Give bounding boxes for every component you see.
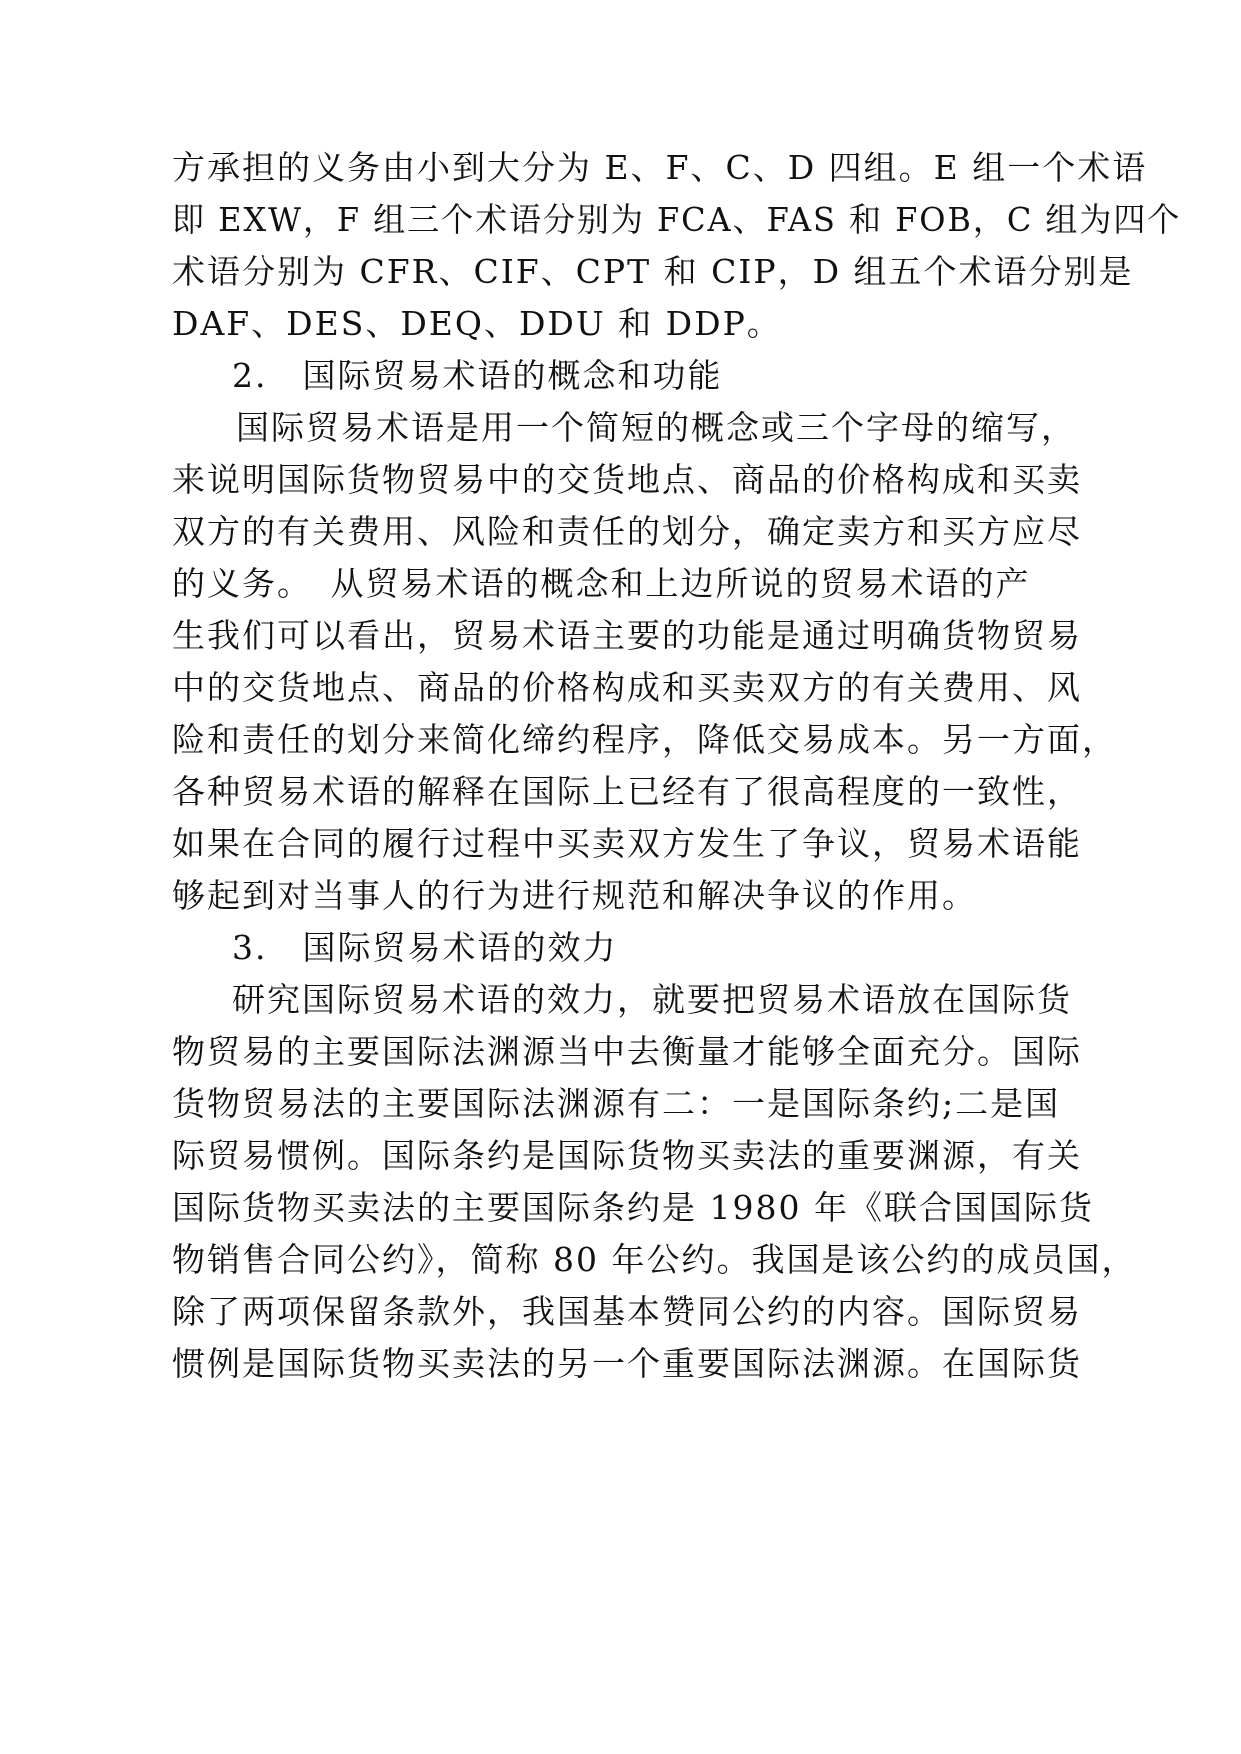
section-heading: 3. 国际贸易术语的效力 bbox=[232, 928, 618, 967]
text-line: DAF、DES、DEQ、DDU 和 DDP。 bbox=[172, 304, 782, 343]
text-line: 中的交货地点、商品的价格构成和买卖双方的有关费用、风 bbox=[172, 668, 1082, 707]
text-line: 如果在合同的履行过程中买卖双方发生了争议，贸易术语能 bbox=[172, 824, 1082, 863]
text-line: 方承担的义务由小到大分为 E、F、C、D 四组。E 组一个术语 bbox=[172, 148, 1148, 187]
text-line: 险和责任的划分来简化缔约程序，降低交易成本。另一方面， bbox=[172, 720, 1117, 759]
text-line: 够起到对当事人的行为进行规范和解决争议的作用。 bbox=[172, 876, 977, 915]
text-line: 双方的有关费用、风险和责任的划分，确定卖方和买方应尽 bbox=[172, 512, 1082, 551]
text-line: 国际贸易术语是用一个简短的概念或三个字母的缩写， bbox=[236, 408, 1076, 447]
text-line: 生我们可以看出，贸易术语主要的功能是通过明确货物贸易 bbox=[172, 616, 1082, 655]
text-line: 除了两项保留条款外，我国基本赞同公约的内容。国际贸易 bbox=[172, 1292, 1082, 1331]
text-line: 即 EXW，F 组三个术语分别为 FCA、FAS 和 FOB，C 组为四个 bbox=[172, 200, 1182, 239]
text-line: 际贸易惯例。国际条约是国际货物买卖法的重要渊源，有关 bbox=[172, 1136, 1082, 1175]
text-line: 物销售合同公约》，简称 80 年公约。我国是该公约的成员国， bbox=[172, 1240, 1137, 1279]
text-line: 货物贸易法的主要国际法渊源有二：一是国际条约;二是国 bbox=[172, 1084, 1061, 1123]
text-line: 国际货物买卖法的主要国际条约是 1980 年《联合国国际货 bbox=[172, 1188, 1094, 1227]
text-line: 各种贸易术语的解释在国际上已经有了很高程度的一致性， bbox=[172, 772, 1082, 811]
text-line: 术语分别为 CFR、CIF、CPT 和 CIP，D 组五个术语分别是 bbox=[172, 252, 1134, 291]
text-line: 的义务。 从贸易术语的概念和上边所说的贸易术语的产 bbox=[172, 564, 1031, 603]
text-line: 物贸易的主要国际法渊源当中去衡量才能够全面充分。国际 bbox=[172, 1032, 1082, 1071]
text-line: 惯例是国际货物买卖法的另一个重要国际法渊源。在国际货 bbox=[172, 1344, 1082, 1383]
section-heading: 2. 国际贸易术语的概念和功能 bbox=[232, 356, 723, 395]
text-line: 来说明国际货物贸易中的交货地点、商品的价格构成和买卖 bbox=[172, 460, 1082, 499]
text-line: 研究国际贸易术语的效力，就要把贸易术语放在国际货 bbox=[232, 980, 1072, 1019]
